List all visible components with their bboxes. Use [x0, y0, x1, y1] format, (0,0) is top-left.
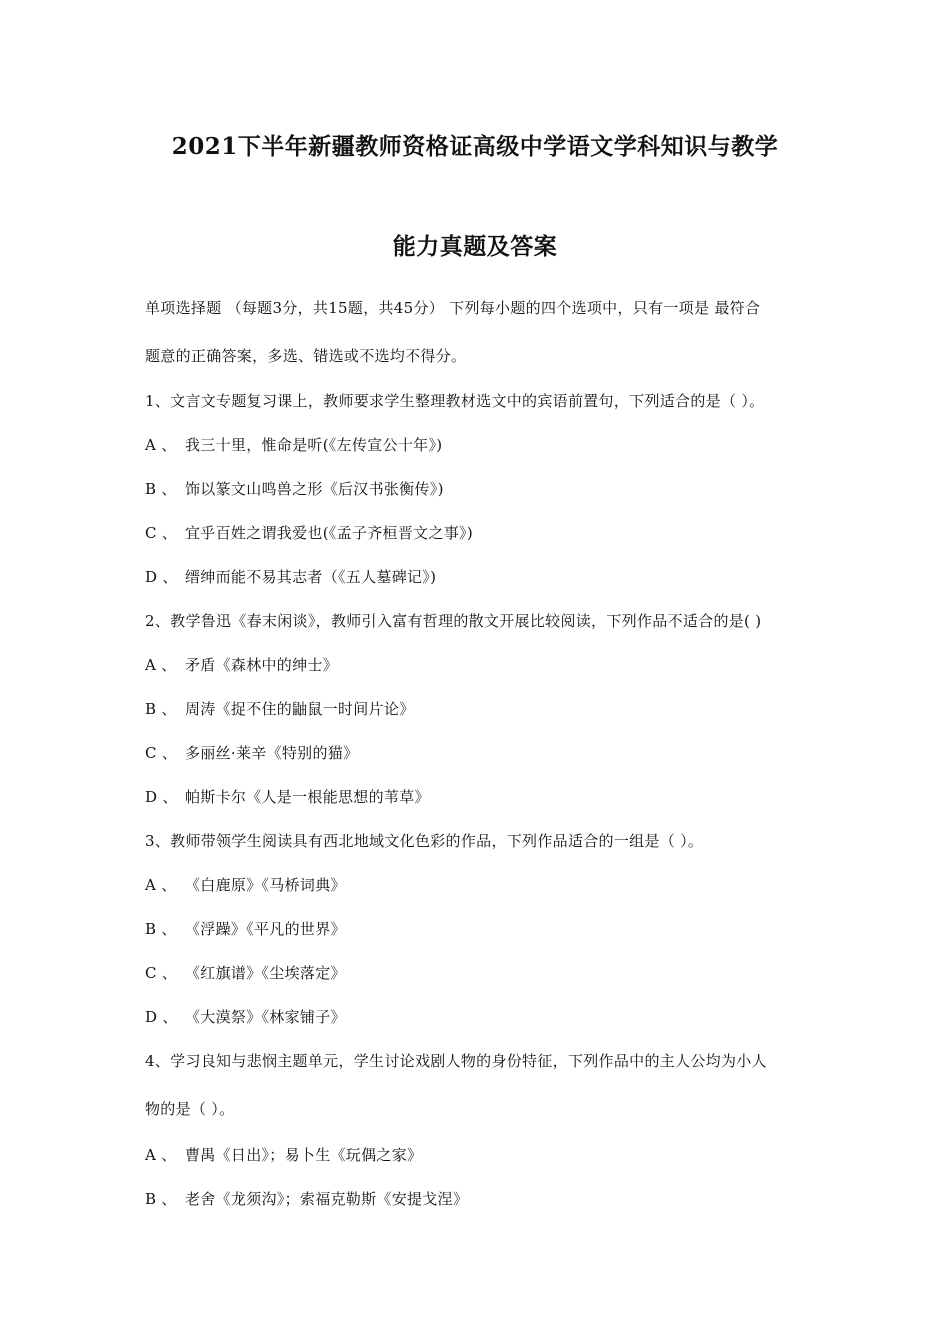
option-text: 《浮躁》《平凡的世界》	[185, 920, 346, 938]
question-2-option-c	[145, 743, 358, 763]
option-text: 《白鹿原》《马桥词典》	[185, 876, 346, 894]
question-1-option-a	[145, 435, 442, 455]
option-letter: B 、	[145, 700, 177, 718]
question-3-option-c	[145, 963, 346, 983]
question-4-option-b	[145, 1189, 468, 1209]
question-2-option-b	[145, 699, 415, 719]
question-2-option-d	[145, 787, 430, 807]
option-text: 《大漠祭》《林家铺子》	[185, 1008, 346, 1026]
option-letter: D 、	[145, 568, 178, 586]
question-3-option-b	[145, 919, 346, 939]
option-text: 曹禺《日出》；易卜生《玩偶之家》	[185, 1146, 423, 1164]
question-4-stem-line-2: 物的是（ ）。	[145, 1100, 235, 1118]
question-1-option-d	[145, 567, 436, 587]
option-text: 老舍《龙须沟》；索福克勒斯《安提戈涅》	[185, 1190, 469, 1208]
option-letter: D 、	[145, 788, 178, 806]
instructions-line-1: 单项选择题 （每题3分，共15题，共45分） 下列每小题的四个选项中，只有一项是 最符合	[145, 299, 761, 317]
option-letter: A 、	[145, 436, 177, 454]
instructions-line-2: 题意的正确答案，多选、错选或不选均不得分。	[145, 347, 467, 365]
option-letter: A 、	[145, 876, 177, 894]
option-text: 宜乎百姓之谓我爱也(《孟子齐桓晋文之事》)	[185, 524, 474, 542]
option-letter: C 、	[145, 744, 178, 762]
question-1-option-c	[145, 523, 473, 543]
option-letter: C 、	[145, 524, 178, 542]
option-letter: B 、	[145, 480, 177, 498]
document-title-line-1: 2021下半年新疆教师资格证高级中学语文学科知识与教学	[171, 133, 779, 160]
option-text: 矛盾《森林中的绅士》	[185, 656, 339, 674]
option-text: 缙绅而能不易其志者（《五人墓碑记》)	[185, 568, 437, 586]
option-text: 我三十里，惟命是听(《左传宣公十年》)	[185, 436, 443, 454]
question-2-option-a	[145, 655, 338, 675]
option-letter: A 、	[145, 1146, 177, 1164]
option-text: 帕斯卡尔《人是一根能思想的苇草》	[185, 788, 430, 806]
option-text: 《红旗谱》《尘埃落定》	[185, 964, 346, 982]
question-2-stem: 2、教学鲁迅《春末闲谈》，教师引入富有哲理的散文开展比较阅读，下列作品不适合的是( )	[145, 612, 762, 630]
option-letter: B 、	[145, 920, 177, 938]
option-letter: B 、	[145, 1190, 177, 1208]
question-4-stem-line-1: 4、学习良知与悲悯主题单元，学生讨论戏剧人物的身份特征，下列作品中的主人公均为小人	[145, 1052, 767, 1070]
option-text: 饰以篆文山鸣兽之形《后汉书张衡传》)	[185, 480, 444, 498]
option-letter: A 、	[145, 656, 177, 674]
option-letter: D 、	[145, 1008, 178, 1026]
document-title-line-2: 能力真题及答案	[392, 233, 558, 260]
question-3-option-d	[145, 1007, 346, 1027]
question-3-stem: 3、教师带领学生阅读具有西北地域文化色彩的作品，下列作品适合的一组是（ ）。	[145, 832, 704, 850]
option-text: 多丽丝·莱辛《特别的猫》	[185, 744, 359, 762]
option-text: 周涛《捉不住的鼬鼠一时间片论》	[185, 700, 415, 718]
question-1-stem: 1、文言文专题复习课上，教师要求学生整理教材选文中的宾语前置句，下列适合的是（ ）。	[145, 392, 765, 410]
question-4-option-a	[145, 1145, 422, 1165]
question-1-option-b	[145, 479, 444, 499]
question-3-option-a	[145, 875, 346, 895]
option-letter: C 、	[145, 964, 178, 982]
